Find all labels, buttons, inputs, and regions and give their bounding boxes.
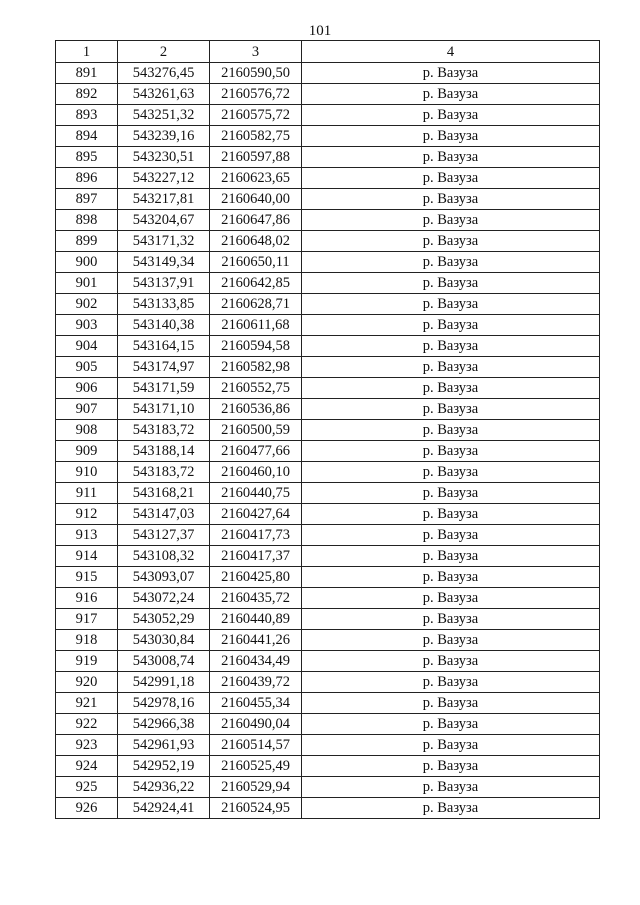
y-coordinate-cell: 2160623,65 [210,168,302,189]
point-number-cell: 896 [56,168,118,189]
point-number-cell: 901 [56,273,118,294]
y-coordinate-cell: 2160650,11 [210,252,302,273]
description-cell: р. Вазуза [302,525,600,546]
column-header-3: 3 [210,41,302,63]
y-coordinate-cell: 2160440,89 [210,609,302,630]
description-cell: р. Вазуза [302,441,600,462]
y-coordinate-cell: 2160611,68 [210,315,302,336]
point-number-cell: 906 [56,378,118,399]
x-coordinate-cell: 543140,38 [118,315,210,336]
description-cell: р. Вазуза [302,336,600,357]
table-row [56,588,600,609]
y-coordinate-cell: 2160427,64 [210,504,302,525]
table-row [56,399,600,420]
x-coordinate-cell: 543093,07 [118,567,210,588]
table-row [56,609,600,630]
x-coordinate-cell: 543183,72 [118,462,210,483]
coordinates-table [55,40,600,819]
x-coordinate-cell: 543133,85 [118,294,210,315]
table-row [56,210,600,231]
description-cell: р. Вазуза [302,168,600,189]
x-coordinate-cell: 543149,34 [118,252,210,273]
y-coordinate-cell: 2160648,02 [210,231,302,252]
description-cell: р. Вазуза [302,315,600,336]
y-coordinate-cell: 2160642,85 [210,273,302,294]
table-row [56,525,600,546]
table-row [56,294,600,315]
x-coordinate-cell: 543251,32 [118,105,210,126]
description-cell: р. Вазуза [302,126,600,147]
table-row [56,777,600,798]
y-coordinate-cell: 2160597,88 [210,147,302,168]
point-number-cell: 914 [56,546,118,567]
y-coordinate-cell: 2160434,49 [210,651,302,672]
description-cell: р. Вазуза [302,294,600,315]
description-cell: р. Вазуза [302,504,600,525]
x-coordinate-cell: 543171,59 [118,378,210,399]
x-coordinate-cell: 543030,84 [118,630,210,651]
table-row [56,126,600,147]
x-coordinate-cell: 543183,72 [118,420,210,441]
y-coordinate-cell: 2160460,10 [210,462,302,483]
description-cell: р. Вазуза [302,147,600,168]
y-coordinate-cell: 2160440,75 [210,483,302,504]
description-cell: р. Вазуза [302,273,600,294]
table-row [56,483,600,504]
y-coordinate-cell: 2160514,57 [210,735,302,756]
description-cell: р. Вазуза [302,357,600,378]
y-coordinate-cell: 2160441,26 [210,630,302,651]
description-cell: р. Вазуза [302,189,600,210]
point-number-cell: 894 [56,126,118,147]
description-cell: р. Вазуза [302,462,600,483]
description-cell: р. Вазуза [302,399,600,420]
point-number-cell: 900 [56,252,118,273]
table-row [56,336,600,357]
y-coordinate-cell: 2160425,80 [210,567,302,588]
description-cell: р. Вазуза [302,735,600,756]
y-coordinate-cell: 2160640,00 [210,189,302,210]
description-cell: р. Вазуза [302,420,600,441]
point-number-cell: 915 [56,567,118,588]
y-coordinate-cell: 2160477,66 [210,441,302,462]
description-cell: р. Вазуза [302,483,600,504]
table-row [56,378,600,399]
y-coordinate-cell: 2160552,75 [210,378,302,399]
x-coordinate-cell: 543217,81 [118,189,210,210]
x-coordinate-cell: 542961,93 [118,735,210,756]
x-coordinate-cell: 543108,32 [118,546,210,567]
description-cell: р. Вазуза [302,252,600,273]
column-header-2: 2 [118,41,210,63]
point-number-cell: 911 [56,483,118,504]
x-coordinate-cell: 543174,97 [118,357,210,378]
y-coordinate-cell: 2160525,49 [210,756,302,777]
y-coordinate-cell: 2160417,73 [210,525,302,546]
point-number-cell: 893 [56,105,118,126]
column-header-4: 4 [302,41,600,63]
point-number-cell: 912 [56,504,118,525]
y-coordinate-cell: 2160647,86 [210,210,302,231]
table-row [56,693,600,714]
page-number: 101 [308,23,332,39]
point-number-cell: 910 [56,462,118,483]
table-row [56,147,600,168]
x-coordinate-cell: 543052,29 [118,609,210,630]
x-coordinate-cell: 542936,22 [118,777,210,798]
y-coordinate-cell: 2160575,72 [210,105,302,126]
x-coordinate-cell: 543239,16 [118,126,210,147]
point-number-cell: 926 [56,798,118,819]
point-number-cell: 891 [56,63,118,84]
x-coordinate-cell: 543168,21 [118,483,210,504]
description-cell: р. Вазуза [302,546,600,567]
table-header-row [56,41,600,63]
x-coordinate-cell: 543127,37 [118,525,210,546]
point-number-cell: 919 [56,651,118,672]
description-cell: р. Вазуза [302,231,600,252]
point-number-cell: 916 [56,588,118,609]
description-cell: р. Вазуза [302,567,600,588]
point-number-cell: 903 [56,315,118,336]
point-number-cell: 925 [56,777,118,798]
table-row [56,714,600,735]
table-row [56,315,600,336]
description-cell: р. Вазуза [302,651,600,672]
x-coordinate-cell: 542924,41 [118,798,210,819]
table-row [56,252,600,273]
x-coordinate-cell: 542991,18 [118,672,210,693]
point-number-cell: 913 [56,525,118,546]
point-number-cell: 905 [56,357,118,378]
x-coordinate-cell: 542952,19 [118,756,210,777]
table-row [56,63,600,84]
x-coordinate-cell: 543072,24 [118,588,210,609]
y-coordinate-cell: 2160524,95 [210,798,302,819]
description-cell: р. Вазуза [302,210,600,231]
x-coordinate-cell: 543227,12 [118,168,210,189]
column-header-1: 1 [56,41,118,63]
table-row [56,735,600,756]
description-cell: р. Вазуза [302,693,600,714]
y-coordinate-cell: 2160628,71 [210,294,302,315]
point-number-cell: 920 [56,672,118,693]
y-coordinate-cell: 2160594,58 [210,336,302,357]
x-coordinate-cell: 543171,10 [118,399,210,420]
point-number-cell: 902 [56,294,118,315]
description-cell: р. Вазуза [302,630,600,651]
y-coordinate-cell: 2160590,50 [210,63,302,84]
description-cell: р. Вазуза [302,84,600,105]
table-row [56,651,600,672]
point-number-cell: 899 [56,231,118,252]
point-number-cell: 918 [56,630,118,651]
point-number-cell: 907 [56,399,118,420]
x-coordinate-cell: 542978,16 [118,693,210,714]
point-number-cell: 922 [56,714,118,735]
table-row [56,672,600,693]
x-coordinate-cell: 543164,15 [118,336,210,357]
table-row [56,420,600,441]
point-number-cell: 897 [56,189,118,210]
description-cell: р. Вазуза [302,756,600,777]
y-coordinate-cell: 2160529,94 [210,777,302,798]
table-row [56,105,600,126]
x-coordinate-cell: 543008,74 [118,651,210,672]
description-cell: р. Вазуза [302,777,600,798]
table-row [56,630,600,651]
point-number-cell: 921 [56,693,118,714]
table-row [56,546,600,567]
x-coordinate-cell: 543230,51 [118,147,210,168]
description-cell: р. Вазуза [302,378,600,399]
description-cell: р. Вазуза [302,609,600,630]
table-body [56,63,600,819]
table-row [56,231,600,252]
table-row [56,168,600,189]
y-coordinate-cell: 2160576,72 [210,84,302,105]
y-coordinate-cell: 2160435,72 [210,588,302,609]
point-number-cell: 898 [56,210,118,231]
description-cell: р. Вазуза [302,63,600,84]
point-number-cell: 895 [56,147,118,168]
y-coordinate-cell: 2160439,72 [210,672,302,693]
table-row [56,462,600,483]
x-coordinate-cell: 543147,03 [118,504,210,525]
x-coordinate-cell: 543137,91 [118,273,210,294]
y-coordinate-cell: 2160455,34 [210,693,302,714]
description-cell: р. Вазуза [302,672,600,693]
table-row [56,567,600,588]
x-coordinate-cell: 542966,38 [118,714,210,735]
x-coordinate-cell: 543188,14 [118,441,210,462]
point-number-cell: 917 [56,609,118,630]
description-cell: р. Вазуза [302,588,600,609]
point-number-cell: 924 [56,756,118,777]
table-row [56,273,600,294]
point-number-cell: 908 [56,420,118,441]
table-row [56,798,600,819]
table-row [56,504,600,525]
table-row [56,84,600,105]
table-row [56,357,600,378]
description-cell: р. Вазуза [302,105,600,126]
y-coordinate-cell: 2160536,86 [210,399,302,420]
x-coordinate-cell: 543276,45 [118,63,210,84]
description-cell: р. Вазуза [302,798,600,819]
y-coordinate-cell: 2160417,37 [210,546,302,567]
table-row [56,189,600,210]
x-coordinate-cell: 543261,63 [118,84,210,105]
point-number-cell: 892 [56,84,118,105]
description-cell: р. Вазуза [302,714,600,735]
y-coordinate-cell: 2160582,75 [210,126,302,147]
table-row [56,441,600,462]
y-coordinate-cell: 2160582,98 [210,357,302,378]
y-coordinate-cell: 2160490,04 [210,714,302,735]
point-number-cell: 904 [56,336,118,357]
x-coordinate-cell: 543171,32 [118,231,210,252]
point-number-cell: 909 [56,441,118,462]
x-coordinate-cell: 543204,67 [118,210,210,231]
y-coordinate-cell: 2160500,59 [210,420,302,441]
table-row [56,756,600,777]
point-number-cell: 923 [56,735,118,756]
